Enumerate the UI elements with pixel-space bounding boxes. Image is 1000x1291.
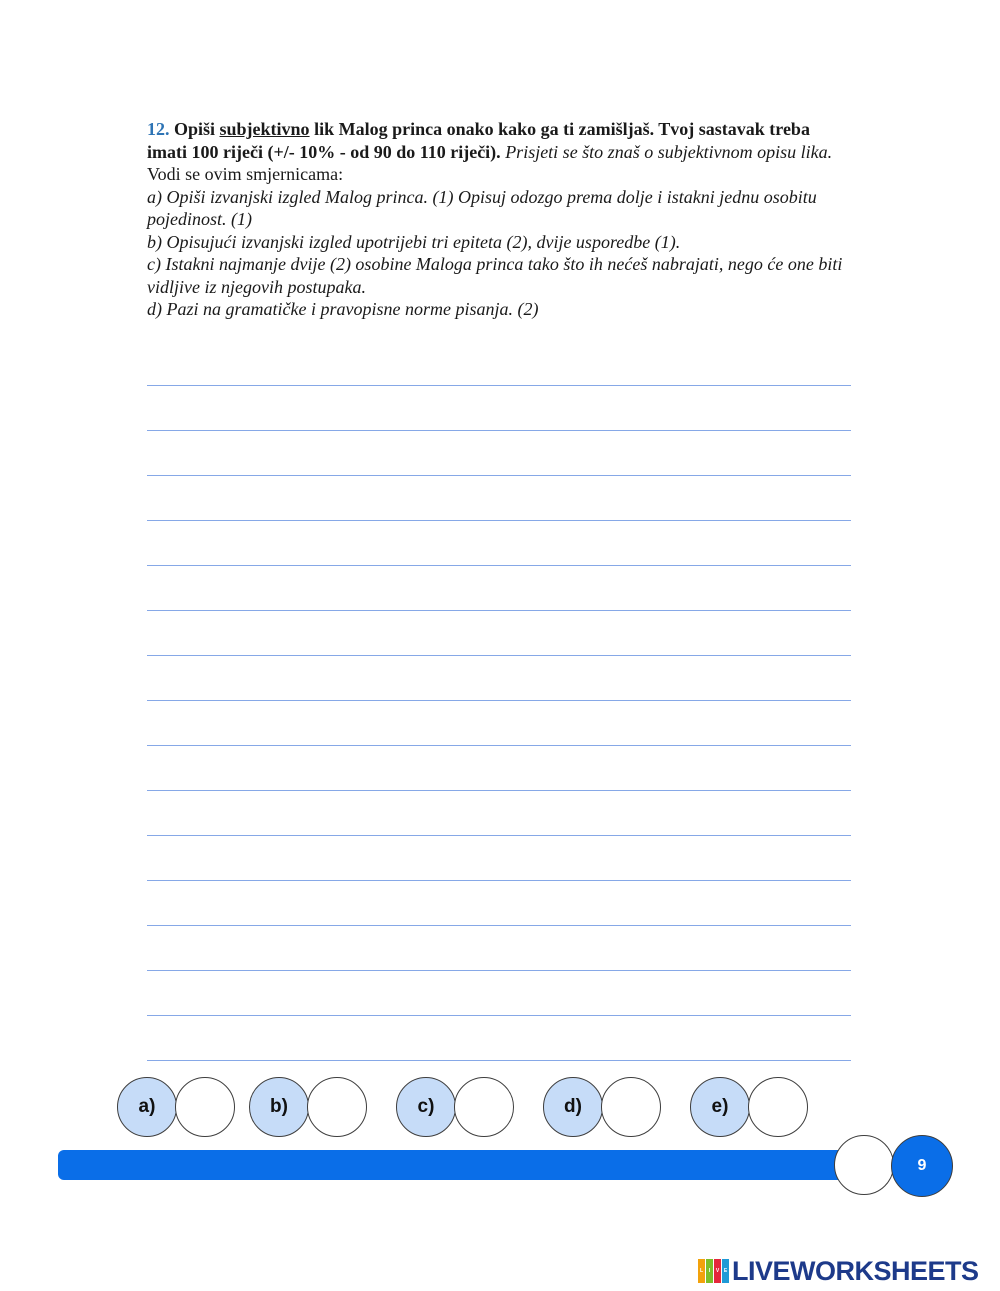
task-verb: Opiši (174, 119, 216, 139)
score-a (117, 1077, 237, 1139)
writing-line[interactable] (147, 1060, 851, 1061)
writing-line[interactable] (147, 475, 851, 476)
guideline-d: d) Pazi na gramatičke i pravopisne norme pisanja. (2) (147, 299, 539, 319)
writing-line[interactable] (147, 655, 851, 656)
logo-mark-v: V (714, 1259, 721, 1283)
logo-mark-i: I (706, 1259, 713, 1283)
score-label-c: c) (396, 1077, 456, 1137)
task-block (147, 118, 847, 321)
score-e (690, 1077, 810, 1139)
score-input-b[interactable] (307, 1077, 367, 1137)
guideline-c: c) Istakni najmanje dvije (2) osobine Maloga princa tako što ih nećeš nabrajati, nego će one biti vidljive iz njegovih postupaka. (147, 254, 843, 297)
score-input-c[interactable] (454, 1077, 514, 1137)
logo-mark-icon (698, 1259, 729, 1283)
writing-line[interactable] (147, 385, 851, 386)
guideline-a: a) Opiši izvanjski izgled Malog princa. (1) Opisuj odozgo prema dolje i istakni jednu osobitu pojedinost. (1) (147, 186, 817, 229)
logo-mark-e: E (722, 1259, 729, 1283)
score-input-a[interactable] (175, 1077, 235, 1137)
score-label-a: a) (117, 1077, 177, 1137)
logo-mark-l: L (698, 1259, 705, 1283)
liveworksheets-logo (698, 1254, 979, 1288)
task-instruction: lik Malog princa onako kako ga ti zamišljaš. Tvoj sastavak treba imati 100 riječi (+/- 10% - od 90 do 110 riječi). (147, 119, 810, 162)
task-heading (147, 118, 847, 163)
writing-line[interactable] (147, 1015, 851, 1016)
score-input-e[interactable] (748, 1077, 808, 1137)
writing-line[interactable] (147, 430, 851, 431)
total-score-input[interactable] (834, 1135, 894, 1195)
footer-bar (58, 1150, 858, 1180)
score-label-d: d) (543, 1077, 603, 1137)
writing-line[interactable] (147, 880, 851, 881)
guideline-b: b) Opisujući izvanjski izgled upotrijebi tri epiteta (2), dvije usporedbe (1). (147, 231, 681, 252)
task-underlined-word: subjektivno (219, 119, 310, 139)
score-label-b: b) (249, 1077, 309, 1137)
writing-line[interactable] (147, 970, 851, 971)
score-d (543, 1077, 663, 1139)
score-label-e: e) (690, 1077, 750, 1137)
page-number: 9 (891, 1135, 953, 1197)
writing-line[interactable] (147, 520, 851, 521)
writing-line[interactable] (147, 565, 851, 566)
score-b (249, 1077, 369, 1139)
logo-text: LIVEWORKSHEETS (732, 1255, 979, 1286)
score-input-d[interactable] (601, 1077, 661, 1137)
score-c (396, 1077, 516, 1139)
task-hint: Prisjeti se što znaš o subjektivnom opisu lika. (505, 141, 833, 162)
guidelines-intro: Vodi se ovim smjernicama: (147, 164, 344, 184)
writing-line[interactable] (147, 790, 851, 791)
writing-line[interactable] (147, 835, 851, 836)
task-number: 12. (147, 119, 170, 139)
writing-line[interactable] (147, 745, 851, 746)
writing-line[interactable] (147, 925, 851, 926)
writing-line[interactable] (147, 610, 851, 611)
writing-line[interactable] (147, 700, 851, 701)
